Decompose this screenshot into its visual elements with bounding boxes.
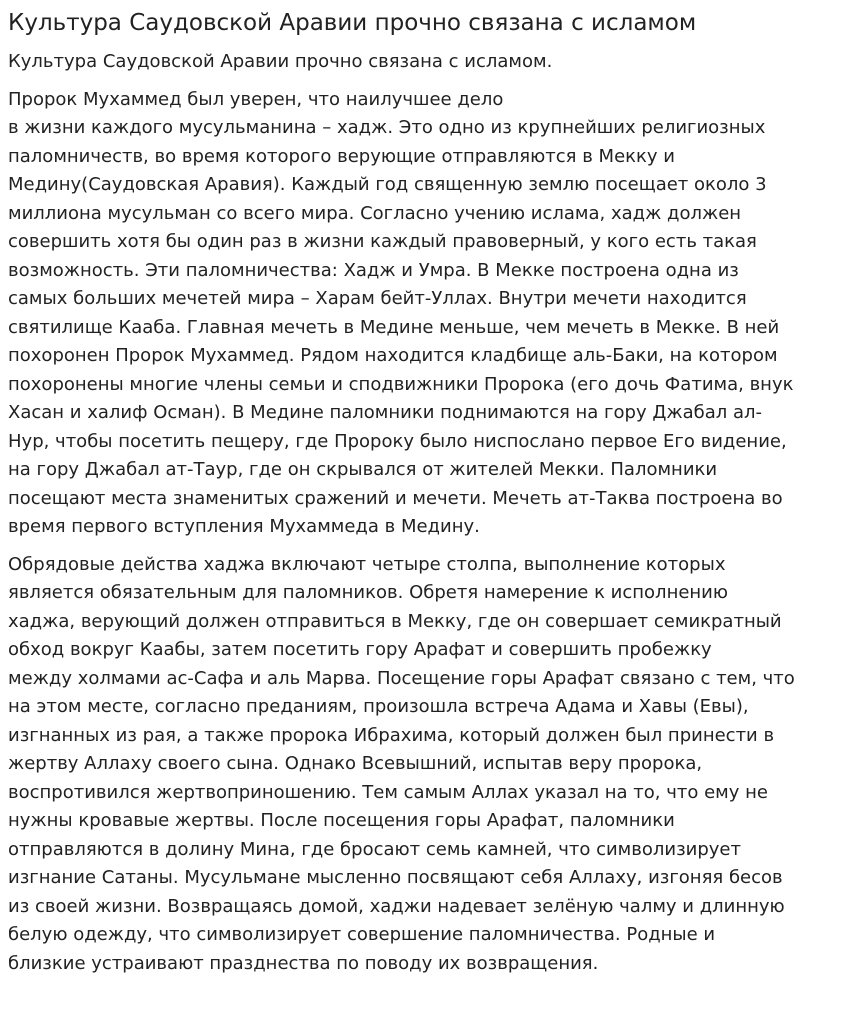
text-line: хаджа, верующий должен отправиться в Мекку, где он совершает семикратный (8, 610, 782, 632)
text-line: изгнанных из рая, а также пророка Ибрахима, который должен был принести в (8, 724, 775, 746)
text-line: время первого вступления Мухаммеда в Медину. (8, 516, 480, 537)
text-line: Пророк Мухаммед был уверен, что наилучшее дело (8, 88, 504, 110)
text-line: нужны кровавые жертвы. После посещения горы Арафат, паломники (8, 810, 675, 831)
text-line: является обязательным для паломников. Обретя намерение к исполнению (8, 582, 729, 603)
text-line: отправляются в долину Мина, где бросают семь камней, что символизирует (8, 838, 741, 860)
text-line: обход вокруг Каабы, затем посетить гору Арафат и совершить пробежку (8, 639, 712, 660)
text-line: святилище Кааба. Главная мечеть в Медине меньше, чем мечеть в Мекке. В ней (8, 316, 780, 338)
text-line: похоронены многие члены семьи и сподвижники Пророка (его дочь Фатима, внук (8, 373, 794, 395)
text-line: на гору Джабал ат-Таур, где он скрывался от жителей Мекки. Паломники (8, 459, 718, 480)
text-line: возможность. Эти паломничества: Хадж и Умра. В Мекке построена одна из (8, 259, 739, 281)
text-line: из своей жизни. Возвращаясь домой, хаджи надевает зелёную чалму и длинную (8, 895, 785, 917)
text-line: белую одежду, что символизирует совершение паломничества. Родные и (8, 924, 716, 945)
text-line: на этом месте, согласно преданиям, произошла встреча Адама и Хавы (Евы), (8, 696, 749, 717)
text-line: жертву Аллаху своего сына. Однако Всевышний, испытав веру пророка, (8, 753, 703, 774)
page-title: Культура Саудовской Аравии прочно связана с исламом (8, 10, 697, 36)
paragraph-hajj-places (8, 86, 839, 542)
text-line: Обрядовые действа хаджа включают четыре столпа, выполнение которых (8, 553, 726, 575)
text-line: паломничеств, во время которого верующие отправляются в Мекку и (8, 145, 675, 167)
text-line: Нур, чтобы посетить пещеру, где Пророку было ниспослано первое Его видение, (8, 430, 787, 452)
text-line: Хасан и халиф Осман). В Медине паломники поднимаются на гору Джабал ал- (8, 402, 763, 423)
paragraph-hajj-rites (8, 551, 839, 979)
text-line: изгнание Сатаны. Мусульмане мысленно посвящают себя Аллаху, изгоняя бесов (8, 867, 783, 888)
text-line: совершить хотя бы один раз в жизни каждый правоверный, у кого есть такая (8, 231, 757, 252)
text-line: посещают места знаменитых сражений и мечети. Мечеть ат-Таква построена во (8, 487, 783, 509)
text-line: похоронен Пророк Мухаммед. Рядом находится кладбище аль-Баки, на котором (8, 345, 778, 366)
text-line: Медину(Саудовская Аравия). Каждый год священную землю посещает около 3 (8, 174, 767, 195)
text-line: в жизни каждого мусульманина – хадж. Это одно из крупнейших религиозных (8, 117, 766, 138)
text-line: миллиона мусульман со всего мира. Согласно учению ислама, хадж должен (8, 202, 742, 224)
text-line: самых больших мечетей мира – Харам бейт-Уллах. Внутри мечети находится (8, 288, 747, 309)
text-line: близкие устраивают празднества по поводу их возвращения. (8, 952, 599, 974)
text-line: между холмами ас-Сафа и аль Марва. Посещение горы Арафат связано с тем, что (8, 667, 795, 689)
lead-paragraph: Культура Саудовской Аравии прочно связана с исламом. (8, 51, 553, 72)
text-line: воспротивился жертвоприношению. Тем самым Аллах указал на то, что ему не (8, 781, 768, 803)
